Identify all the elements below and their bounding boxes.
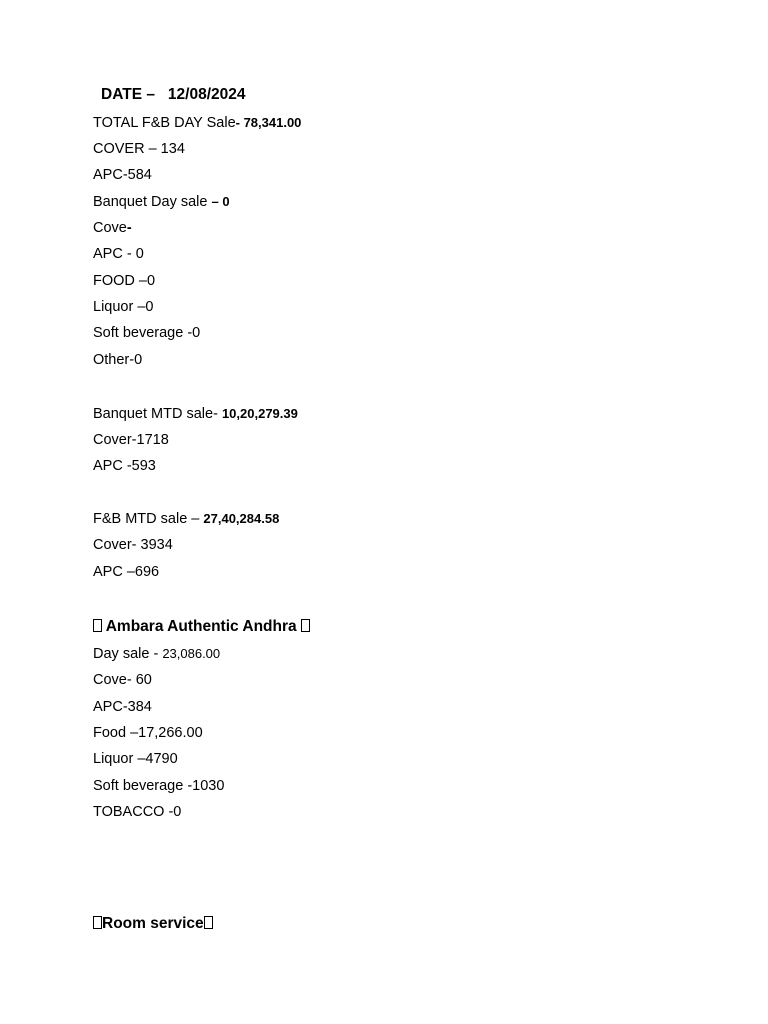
banquet-day-food: FOOD –0	[93, 273, 156, 289]
missing-glyph-icon	[301, 619, 310, 632]
ambara-soft-beverage: Soft beverage -1030	[93, 778, 225, 794]
missing-glyph-icon	[204, 916, 213, 929]
missing-glyph-icon	[93, 619, 102, 632]
summary-cover: COVER – 134	[93, 141, 185, 157]
fb-mtd-apc: APC –696	[93, 564, 160, 580]
missing-glyph-icon	[93, 916, 102, 929]
banquet-day-cover-dash: -	[126, 220, 132, 236]
banquet-day-cover	[93, 219, 132, 237]
banquet-mtd-sale-label: Banquet MTD sale-	[93, 406, 218, 422]
room-service-title-text: Room service	[102, 915, 204, 932]
ambara-cover: Cove- 60	[93, 672, 152, 688]
banquet-mtd-sale	[93, 405, 298, 423]
banquet-mtd-sale-value: 10,20,279.39	[221, 406, 298, 421]
banquet-day-other: Other-0	[93, 352, 143, 368]
banquet-mtd-cover: Cover-1718	[93, 432, 169, 448]
fb-mtd-sale	[93, 510, 279, 528]
total-day-sale	[93, 114, 301, 132]
room-service-title	[93, 915, 213, 933]
ambara-day-sale	[93, 645, 220, 663]
banquet-day-cover-label: Cove	[93, 220, 127, 236]
date-value: 12/08/2024	[167, 86, 246, 103]
banquet-day-sale	[93, 193, 230, 211]
ambara-title-text: Ambara Authentic Andhra	[105, 618, 297, 635]
total-day-sale-label: TOTAL F&B DAY Sale	[93, 115, 236, 131]
fb-mtd-sale-value: 27,40,284.58	[203, 511, 280, 526]
banquet-day-sale-value: – 0	[211, 194, 230, 209]
ambara-day-sale-label: Day sale -	[93, 646, 159, 662]
date-line	[101, 86, 245, 104]
ambara-liquor: Liquor –4790	[93, 751, 178, 767]
banquet-day-sale-label: Banquet Day sale	[93, 194, 208, 210]
fb-mtd-sale-label: F&B MTD sale –	[93, 511, 200, 527]
banquet-day-soft-beverage: Soft beverage -0	[93, 325, 201, 341]
ambara-apc: APC-384	[93, 699, 152, 715]
ambara-day-sale-value: 23,086.00	[162, 646, 221, 661]
ambara-tobacco: TOBACCO -0	[93, 804, 182, 820]
banquet-day-liquor: Liquor –0	[93, 299, 154, 315]
date-label: DATE –	[101, 86, 155, 103]
banquet-mtd-apc: APC -593	[93, 458, 156, 474]
banquet-day-apc: APC - 0	[93, 246, 144, 262]
fb-mtd-cover: Cover- 3934	[93, 537, 173, 553]
ambara-title	[93, 618, 310, 636]
summary-apc: APC-584	[93, 167, 152, 183]
total-day-sale-value: - 78,341.00	[235, 115, 302, 130]
ambara-food: Food –17,266.00	[93, 725, 203, 741]
